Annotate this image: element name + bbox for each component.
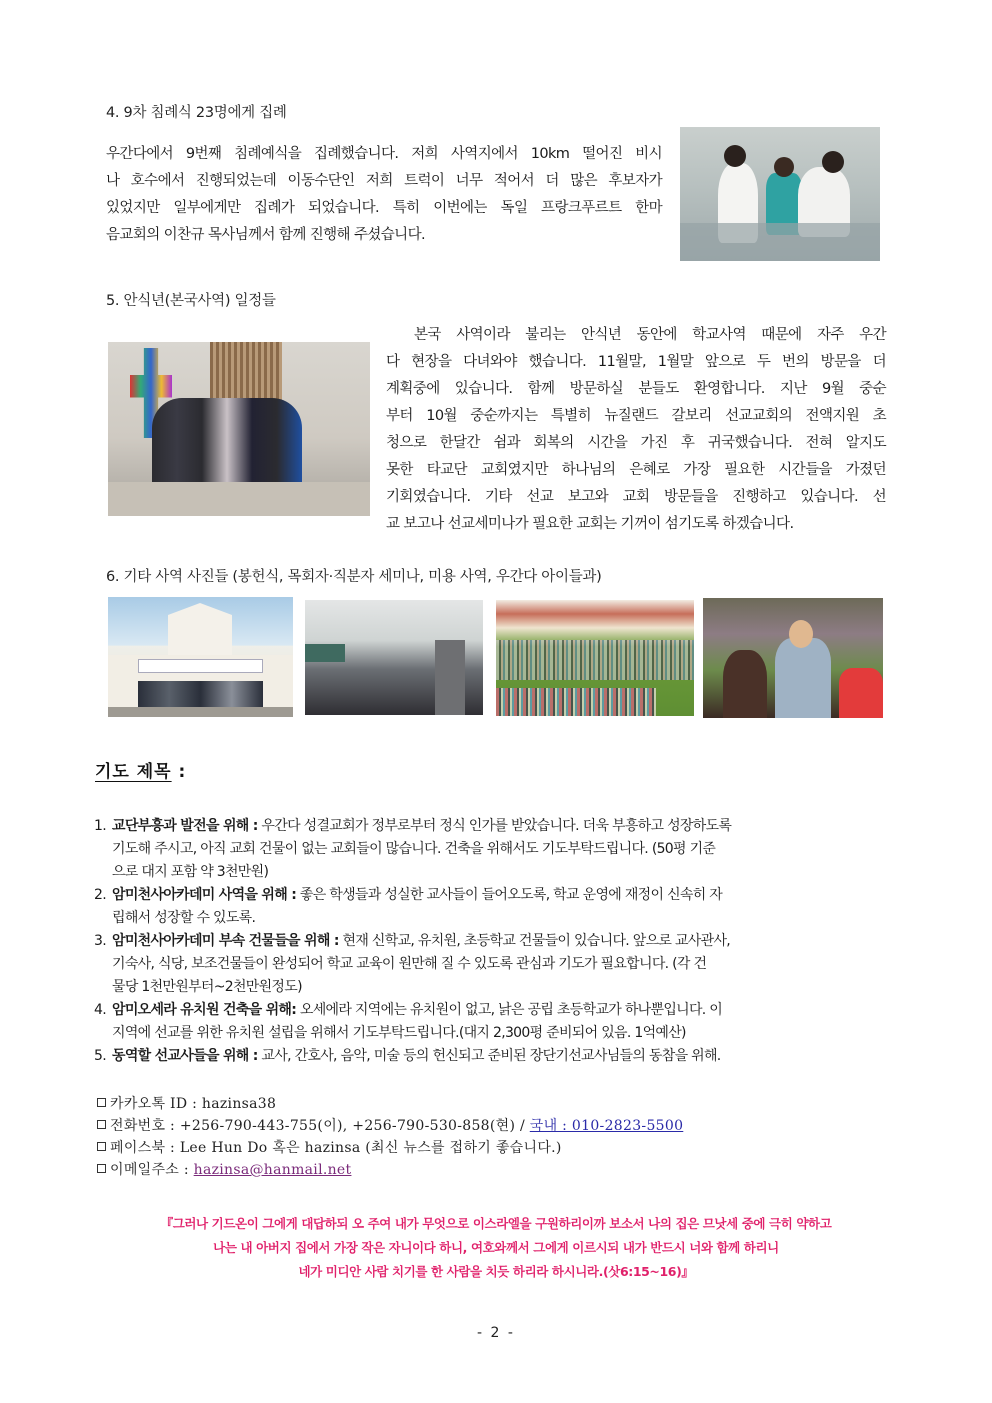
- prayer-item-title: 암미오세라 유치원 건축을 위해:: [112, 1002, 297, 1018]
- children-with-missionary-photo: [703, 598, 883, 718]
- contact-facebook: 페이스북 : Lee Hun Do 혹은 hazinsa (최신 뉴스를 접하기 좋습니다.): [97, 1137, 683, 1159]
- section-5-line: 청으로 한달간 쉼과 회복의 시간을 가진 후 귀국했습니다. 전혀 알지도: [386, 435, 886, 451]
- prayer-item: 3. 암미천사아카데미 부속 건물들을 위해 : 현재 신학교, 유치원, 초등학교 건물들이 있습니다. 앞으로 교사관사, 기숙사, 식당, 보조건물들이 완성되어 학교 교육이 원만해 질 수 있도록 관심과 기도가 필요합니다. (각 건 물당 1천만원부터~2천만원정도): [94, 933, 731, 995]
- contact-block: [97, 1093, 683, 1181]
- section-5-line: 본국 사역이라 불리는 안식년 동안에 학교사역 때문에 자주 우간: [414, 327, 886, 343]
- section-6-heading: 6. 기타 사역 사진들 (봉헌식, 목회자·직분자 세미나, 미용 사역, 우간다 아이들과): [106, 569, 602, 585]
- facebook-id: Lee Hun Do 혹은 hazinsa (최신 뉴스를 접하기 좋습니다.): [179, 1140, 562, 1156]
- baptism-photo: [680, 127, 880, 261]
- domestic-phone-link[interactable]: 국내 : 010-2823-5500: [529, 1118, 684, 1134]
- section-5-line: 기회였습니다. 기타 선교 보고와 교회 방문들을 진행하고 있습니다. 선: [386, 489, 886, 505]
- section-5-body: [386, 322, 886, 538]
- prayer-item: 1. 교단부흥과 발전을 위해 : 우간다 성결교회가 정부로부터 정식 인가를 받았습니다. 더욱 부흥하고 성장하도록 기도해 주시고, 아직 교회 건물이 없는 교회들이 많습니다. 건축을 위해서도 기도부탁드립니다. (50평 기준 으로 대지 포함 약 3천만원): [94, 818, 732, 880]
- phone-numbers: +256-790-443-755(이), +256-790-530-858(현) /: [179, 1118, 530, 1134]
- prayer-item-title: 동역할 선교사들을 위해 :: [112, 1048, 258, 1064]
- email-link[interactable]: hazinsa@hanmail.net: [193, 1162, 352, 1178]
- contact-email: 이메일주소 : hazinsa@hanmail.net: [97, 1159, 683, 1181]
- verse-line: 나는 내 아버지 집에서 가장 작은 자니이다 하니, 여호와께서 그에게 이르시되 내가 반드시 너와 함께 하리니: [213, 1240, 779, 1255]
- bullet-box-icon: [97, 1164, 106, 1173]
- section-5-line: 부터 10월 중순까지는 특별히 뉴질랜드 갈보리 선교교회의 전액지원 초: [386, 408, 886, 424]
- prayer-item: 5. 동역할 선교사들을 위해 : 교사, 간호사, 음악, 미술 등의 헌신되고 준비된 장단기선교사님들의 동참을 위해.: [94, 1048, 721, 1064]
- section-5-line: 다 현장을 다녀와야 했습니다. 11월말, 1월말 앞으로 두 번의 방문을 더: [386, 354, 886, 370]
- section-5-line: 계획중에 있습니다. 함께 방문하실 분들도 환영합니다. 지난 9월 중순: [386, 381, 886, 397]
- bullet-box-icon: [97, 1142, 106, 1151]
- section-5-line: 교 보고나 선교세미나가 필요한 교회는 기꺼이 섬기도록 하겠습니다.: [386, 516, 794, 532]
- prayer-item: 4. 암미오세라 유치원 건축을 위해: 오세에라 지역에는 유치원이 없고, 낡은 공립 초등학교가 하나뿐입니다. 이 지역에 선교를 위한 유치원 설립을 위해서 기도부탁드립니다.(대지 2,300평 준비되어 있음. 1억예산): [94, 1002, 723, 1041]
- section-4-body: [106, 141, 662, 249]
- church-group-photo: [108, 342, 370, 516]
- prayer-item: 2. 암미천사아카데미 사역을 위해 : 좋은 학생들과 성실한 교사들이 들어오도록, 학교 운영에 재정이 신속히 자 립해서 성장할 수 있도록.: [94, 887, 723, 926]
- seminar-photo: [305, 600, 483, 715]
- bible-verse: [100, 1212, 892, 1284]
- academy-dedication-photo: [108, 597, 293, 717]
- section-4-line: 나 호수에서 진행되었는데 이동수단인 저희 트럭이 너무 적어서 더 많은 후보자가: [106, 173, 662, 189]
- section-5-line: 못한 타교단 교회였지만 하나님의 은혜로 가장 필요한 시간들을 가졌던: [386, 462, 886, 478]
- prayer-item-title: 교단부흥과 발전을 위해 :: [112, 818, 258, 834]
- section-4-heading: 4. 9차 침례식 23명에게 집례: [106, 105, 287, 121]
- prayer-section-title: [95, 757, 186, 782]
- prayer-item-title: 암미천사아카데미 사역을 위해 :: [112, 887, 297, 903]
- contact-phone: 전화번호 : +256-790-443-755(이), +256-790-530-858(현) / 국내 : 010-2823-5500: [97, 1115, 683, 1137]
- page-number: - 2 -: [477, 1325, 515, 1341]
- section-5-heading: 5. 안식년(본국사역) 일정들: [106, 293, 276, 309]
- prayer-list: [94, 815, 900, 1068]
- kakao-id: hazinsa38: [201, 1096, 277, 1112]
- prayer-title-text: 기도 제목: [95, 762, 172, 782]
- children-field-photo: [496, 600, 694, 716]
- contact-kakao: 카카오톡 ID : hazinsa38: [97, 1093, 683, 1115]
- verse-line: 『그러나 기드온이 그에게 대답하되 오 주여 내가 무엇으로 이스라엘을 구원하리이까 보소서 나의 집은 므낫세 중에 극히 약하고: [160, 1216, 832, 1231]
- section-4-line: 우간다에서 9번째 침례예식을 집례했습니다. 저희 사역지에서 10km 떨어진 비시: [106, 146, 662, 162]
- verse-line: 네가 미디안 사람 치기를 한 사람을 치듯 하리라 하시니라.(삿6:15~16)』: [298, 1264, 694, 1279]
- prayer-title-colon: :: [171, 762, 187, 782]
- section-4-line: 있었지만 일부에게만 집례가 되었습니다. 특히 이번에는 독일 프랑크푸르트 한마: [106, 200, 662, 216]
- bullet-box-icon: [97, 1120, 106, 1129]
- bullet-box-icon: [97, 1098, 106, 1107]
- section-4-line: 음교회의 이찬규 목사님께서 함께 진행해 주셨습니다.: [106, 227, 426, 243]
- prayer-item-title: 암미천사아카데미 부속 건물들을 위해 :: [112, 933, 339, 949]
